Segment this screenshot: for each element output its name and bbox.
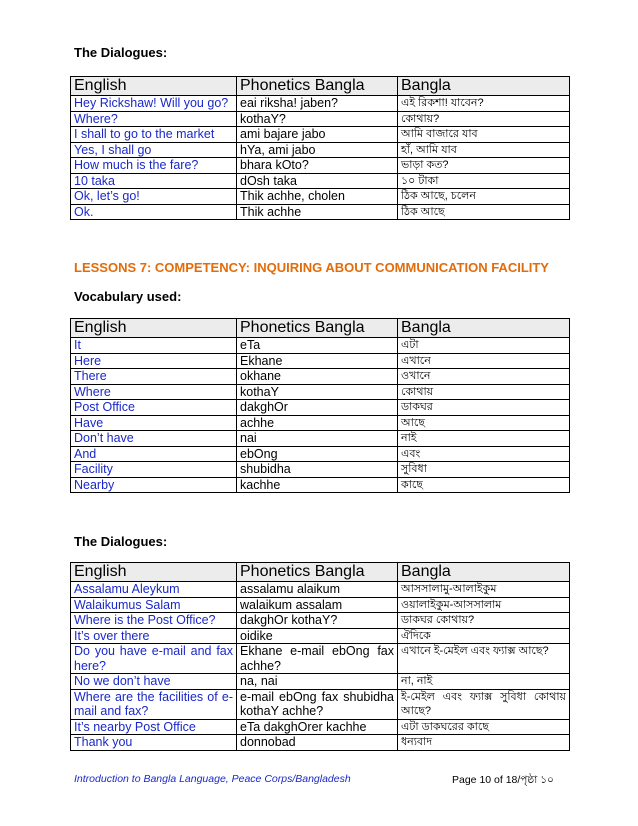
- bangla-cell: আমি বাজারে যাব: [398, 127, 570, 143]
- english-cell: Walaikumus Salam: [71, 597, 237, 613]
- table-row: [71, 689, 570, 719]
- dialogue-table-1: [70, 76, 570, 220]
- table-row: [71, 384, 570, 400]
- column-header-phonetics: Phonetics Bangla: [237, 77, 398, 96]
- table-row: [71, 415, 570, 431]
- english-cell: Have: [71, 415, 237, 431]
- bangla-cell: ধন্যবাদ: [398, 735, 570, 751]
- bangla-cell: এটা: [398, 338, 570, 354]
- column-header-bangla: Bangla: [398, 563, 570, 582]
- phonetics-cell: ami bajare jabo: [237, 127, 398, 143]
- table-row: [71, 431, 570, 447]
- table-row: [71, 719, 570, 735]
- english-cell: It’s nearby Post Office: [71, 719, 237, 735]
- table-row: [71, 582, 570, 598]
- phonetics-cell: okhane: [237, 369, 398, 385]
- column-header-bangla: Bangla: [398, 77, 570, 96]
- dialogues-heading: The Dialogues:: [74, 534, 168, 549]
- vocabulary-table: [70, 318, 570, 493]
- table-row: [71, 158, 570, 174]
- phonetics-cell: kachhe: [237, 477, 398, 493]
- bangla-cell: ঠিক আছে: [398, 204, 570, 220]
- english-cell: 10 taka: [71, 173, 237, 189]
- bangla-cell: আছে: [398, 415, 570, 431]
- table-row: [71, 674, 570, 690]
- column-header-english: English: [71, 77, 237, 96]
- english-cell: Where is the Post Office?: [71, 613, 237, 629]
- bangla-cell: নাই: [398, 431, 570, 447]
- english-cell: Where are the facilities of e-mail and fax?: [71, 689, 237, 719]
- footer-title: Introduction to Bangla Language, Peace Corps/Bangladesh: [74, 773, 351, 785]
- table-row: [71, 628, 570, 644]
- phonetics-cell: eTa: [237, 338, 398, 354]
- bangla-cell: ওয়ালাইকুম-আসসালাম: [398, 597, 570, 613]
- phonetics-cell: dakghOr kothaY?: [237, 613, 398, 629]
- table-row: [71, 189, 570, 205]
- english-cell: Nearby: [71, 477, 237, 493]
- phonetics-cell: kothaY: [237, 384, 398, 400]
- table-header-row: [71, 77, 570, 96]
- phonetics-cell: dOsh taka: [237, 173, 398, 189]
- table-row: [71, 142, 570, 158]
- phonetics-cell: achhe: [237, 415, 398, 431]
- phonetics-cell: ebOng: [237, 446, 398, 462]
- table-row: [71, 96, 570, 112]
- english-cell: It’s over there: [71, 628, 237, 644]
- english-cell: Hey Rickshaw! Will you go?: [71, 96, 237, 112]
- table-row: [71, 644, 570, 674]
- bangla-cell: এবং: [398, 446, 570, 462]
- english-cell: Where: [71, 384, 237, 400]
- bangla-cell: এই রিকশা! যাবেন?: [398, 96, 570, 112]
- table-row: [71, 446, 570, 462]
- table-row: [71, 400, 570, 416]
- vocabulary-heading: Vocabulary used:: [74, 289, 182, 304]
- phonetics-cell: oidike: [237, 628, 398, 644]
- bangla-cell: কাছে: [398, 477, 570, 493]
- bangla-cell: ভাড়া কত?: [398, 158, 570, 174]
- phonetics-cell: dakghOr: [237, 400, 398, 416]
- english-cell: Where?: [71, 111, 237, 127]
- table-row: [71, 338, 570, 354]
- english-cell: Post Office: [71, 400, 237, 416]
- column-header-english: English: [71, 563, 237, 582]
- page-number: Page 10 of 18/পৃষ্ঠা ১০: [452, 774, 554, 786]
- english-cell: Assalamu Aleykum: [71, 582, 237, 598]
- english-cell: Thank you: [71, 735, 237, 751]
- english-cell: Don’t have: [71, 431, 237, 447]
- english-cell: Yes, I shall go: [71, 142, 237, 158]
- phonetics-cell: na, nai: [237, 674, 398, 690]
- table-row: [71, 127, 570, 143]
- bangla-cell: ঠিক আছে, চলেন: [398, 189, 570, 205]
- table-row: [71, 111, 570, 127]
- phonetics-cell: walaikum assalam: [237, 597, 398, 613]
- column-header-english: English: [71, 319, 237, 338]
- english-cell: Here: [71, 353, 237, 369]
- english-cell: Facility: [71, 462, 237, 478]
- phonetics-cell: nai: [237, 431, 398, 447]
- english-cell: And: [71, 446, 237, 462]
- bangla-cell: ডাকঘর কোথায়?: [398, 613, 570, 629]
- bangla-cell: না, নাই: [398, 674, 570, 690]
- phonetics-cell: eai riksha! jaben?: [237, 96, 398, 112]
- bangla-cell: সুবিধা: [398, 462, 570, 478]
- bangla-cell: এখানে: [398, 353, 570, 369]
- bangla-cell: আসসালামু-আলাইকুম: [398, 582, 570, 598]
- english-cell: There: [71, 369, 237, 385]
- english-cell: Ok, let’s go!: [71, 189, 237, 205]
- table-row: [71, 597, 570, 613]
- table-row: [71, 369, 570, 385]
- bangla-cell: ডাকঘর: [398, 400, 570, 416]
- bangla-cell: ই-মেইল এবং ফ্যাক্স সুবিধা কোথায় আছে?: [398, 689, 570, 719]
- phonetics-cell: Thik achhe: [237, 204, 398, 220]
- table-header-row: [71, 319, 570, 338]
- phonetics-cell: donnobad: [237, 735, 398, 751]
- bangla-cell: হাঁ, আমি যাব: [398, 142, 570, 158]
- dialogue-table-2: [70, 562, 570, 751]
- bangla-cell: এখানে ই-মেইল এবং ফ্যাক্স আছে?: [398, 644, 570, 674]
- table-row: [71, 173, 570, 189]
- table-header-row: [71, 563, 570, 582]
- phonetics-cell: Ekhane e-mail ebOng fax achhe?: [237, 644, 398, 674]
- english-cell: I shall to go to the market: [71, 127, 237, 143]
- phonetics-cell: shubidha: [237, 462, 398, 478]
- phonetics-cell: Ekhane: [237, 353, 398, 369]
- english-cell: It: [71, 338, 237, 354]
- phonetics-cell: Thik achhe, cholen: [237, 189, 398, 205]
- column-header-phonetics: Phonetics Bangla: [237, 319, 398, 338]
- bangla-cell: ১০ টাকা: [398, 173, 570, 189]
- phonetics-cell: e-mail ebOng fax shubidha kothaY achhe?: [237, 689, 398, 719]
- phonetics-cell: bhara kOto?: [237, 158, 398, 174]
- dialogues-heading: The Dialogues:: [74, 45, 168, 60]
- english-cell: How much is the fare?: [71, 158, 237, 174]
- english-cell: No we don’t have: [71, 674, 237, 690]
- bangla-cell: কোথায়?: [398, 111, 570, 127]
- phonetics-cell: hYa, ami jabo: [237, 142, 398, 158]
- table-row: [71, 735, 570, 751]
- column-header-bangla: Bangla: [398, 319, 570, 338]
- bangla-cell: ঐদিকে: [398, 628, 570, 644]
- table-row: [71, 613, 570, 629]
- bangla-cell: এটা ডাকঘরের কাছে: [398, 719, 570, 735]
- table-row: [71, 477, 570, 493]
- english-cell: Ok.: [71, 204, 237, 220]
- phonetics-cell: eTa dakghOrer kachhe: [237, 719, 398, 735]
- bangla-cell: কোথায়: [398, 384, 570, 400]
- phonetics-cell: kothaY?: [237, 111, 398, 127]
- table-row: [71, 353, 570, 369]
- english-cell: Do you have e-mail and fax here?: [71, 644, 237, 674]
- table-row: [71, 204, 570, 220]
- lesson-title: LESSONS 7: COMPETENCY: INQUIRING ABOUT COMMUNICATION FACILITY: [74, 260, 549, 275]
- column-header-phonetics: Phonetics Bangla: [237, 563, 398, 582]
- bangla-cell: ওখানে: [398, 369, 570, 385]
- table-row: [71, 462, 570, 478]
- phonetics-cell: assalamu alaikum: [237, 582, 398, 598]
